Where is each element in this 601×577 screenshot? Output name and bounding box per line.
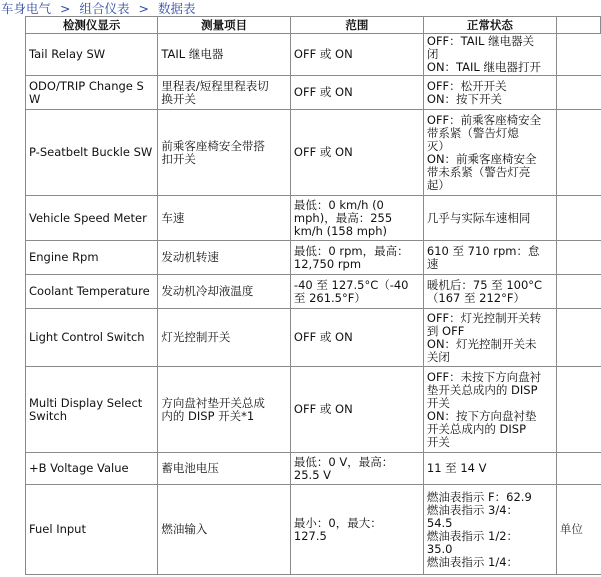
cell-range: -40 至 127.5°C（-40 至 261.5°F） <box>290 275 423 309</box>
cell-normal: OFF：TAIL 继电器关 闭 ON：TAIL 继电器打开 <box>423 34 556 76</box>
cell-extra <box>556 309 600 367</box>
cell-range: 最低：0 km/h (0 mph)，最高：255 km/h (158 mph) <box>290 196 423 241</box>
table-row <box>26 275 601 309</box>
table-row <box>26 485 601 575</box>
table-row <box>26 453 601 485</box>
breadcrumb-item-body-electrical[interactable]: 车身电气 <box>1 1 52 16</box>
cell-normal: 610 至 710 rpm：怠 速 <box>423 241 556 275</box>
cell-display: Multi Display Select Switch <box>26 367 158 453</box>
table-header-row <box>26 17 601 34</box>
cell-extra <box>556 453 600 485</box>
cell-extra <box>556 367 600 453</box>
cell-item: 发动机冷却液温度 <box>158 275 291 309</box>
header-normal-condition: 正常状态 <box>423 17 556 34</box>
table-row <box>26 76 601 110</box>
cell-extra <box>556 275 600 309</box>
breadcrumb <box>1 0 195 17</box>
breadcrumb-item-data-list[interactable]: 数据表 <box>157 1 196 16</box>
table-row <box>26 196 601 241</box>
cell-range: 最小：0，最大： 127.5 <box>290 485 423 575</box>
cell-display: Light Control Switch <box>26 309 158 367</box>
cell-item: 车速 <box>158 196 291 241</box>
cell-normal: 燃油表指示 F：62.9 燃油表指示 3/4： 54.5 燃油表指示 1/2： 35.0 燃油表指示 1/4： <box>423 485 556 575</box>
cell-extra <box>556 76 600 110</box>
cell-extra <box>556 34 600 76</box>
cell-display: Tail Relay SW <box>26 34 158 76</box>
cell-display: +B Voltage Value <box>26 453 158 485</box>
data-list-table <box>25 16 601 575</box>
cell-display: Vehicle Speed Meter <box>26 196 158 241</box>
cell-range: 最低：0 rpm，最高： 12,750 rpm <box>290 241 423 275</box>
header-overflow <box>556 17 600 34</box>
cell-range: OFF 或 ON <box>290 367 423 453</box>
cell-normal: OFF：松开开关 ON：按下开关 <box>423 76 556 110</box>
cell-item: 里程表/短程里程表切 换开关 <box>158 76 291 110</box>
table-row <box>26 241 601 275</box>
cell-item: 灯光控制开关 <box>158 309 291 367</box>
cell-normal: OFF：前乘客座椅安全 带系紧（警告灯熄 灭） ON：前乘客座椅安全 带未系紧（警告灯亮 起） <box>423 110 556 196</box>
breadcrumb-separator: > <box>138 1 149 16</box>
table-row <box>26 309 601 367</box>
cell-range: OFF 或 ON <box>290 110 423 196</box>
header-tester-display: 检测仪显示 <box>26 17 158 34</box>
cell-extra <box>556 110 600 196</box>
cell-extra <box>556 241 600 275</box>
breadcrumb-separator: > <box>60 1 71 16</box>
cell-display: P-Seatbelt Buckle SW <box>26 110 158 196</box>
cell-item: 前乘客座椅安全带搭 扣开关 <box>158 110 291 196</box>
cell-normal: OFF：未按下方向盘衬 垫开关总成内的 DISP 开关 ON：按下方向盘衬垫 开关总成内的 DISP 开关 <box>423 367 556 453</box>
cell-item: 蓄电池电压 <box>158 453 291 485</box>
cell-range: OFF 或 ON <box>290 76 423 110</box>
cell-normal: OFF：灯光控制开关转 到 OFF ON：灯光控制开关未 关闭 <box>423 309 556 367</box>
cell-item: 燃油输入 <box>158 485 291 575</box>
cell-normal: 几乎与实际车速相同 <box>423 196 556 241</box>
cell-normal: 暖机后：75 至 100°C （167 至 212°F） <box>423 275 556 309</box>
cell-display: Coolant Temperature <box>26 275 158 309</box>
cell-item: 方向盘衬垫开关总成 内的 DISP 开关*1 <box>158 367 291 453</box>
cell-item: 发动机转速 <box>158 241 291 275</box>
cell-range: 最低：0 V，最高： 25.5 V <box>290 453 423 485</box>
cell-range: OFF 或 ON <box>290 34 423 76</box>
cell-normal: 11 至 14 V <box>423 453 556 485</box>
table-row <box>26 110 601 196</box>
cell-extra: 单位 <box>556 485 600 575</box>
cell-display: Fuel Input <box>26 485 158 575</box>
breadcrumb-item-combination-meter[interactable]: 组合仪表 <box>79 1 130 16</box>
table-row <box>26 34 601 76</box>
cell-item: TAIL 继电器 <box>158 34 291 76</box>
table-row <box>26 367 601 453</box>
cell-extra <box>556 196 600 241</box>
cell-range: OFF 或 ON <box>290 309 423 367</box>
header-range: 范围 <box>290 17 423 34</box>
header-measurement-item: 测量项目 <box>158 17 291 34</box>
cell-display: ODO/TRIP Change SW <box>26 76 158 110</box>
cell-display: Engine Rpm <box>26 241 158 275</box>
